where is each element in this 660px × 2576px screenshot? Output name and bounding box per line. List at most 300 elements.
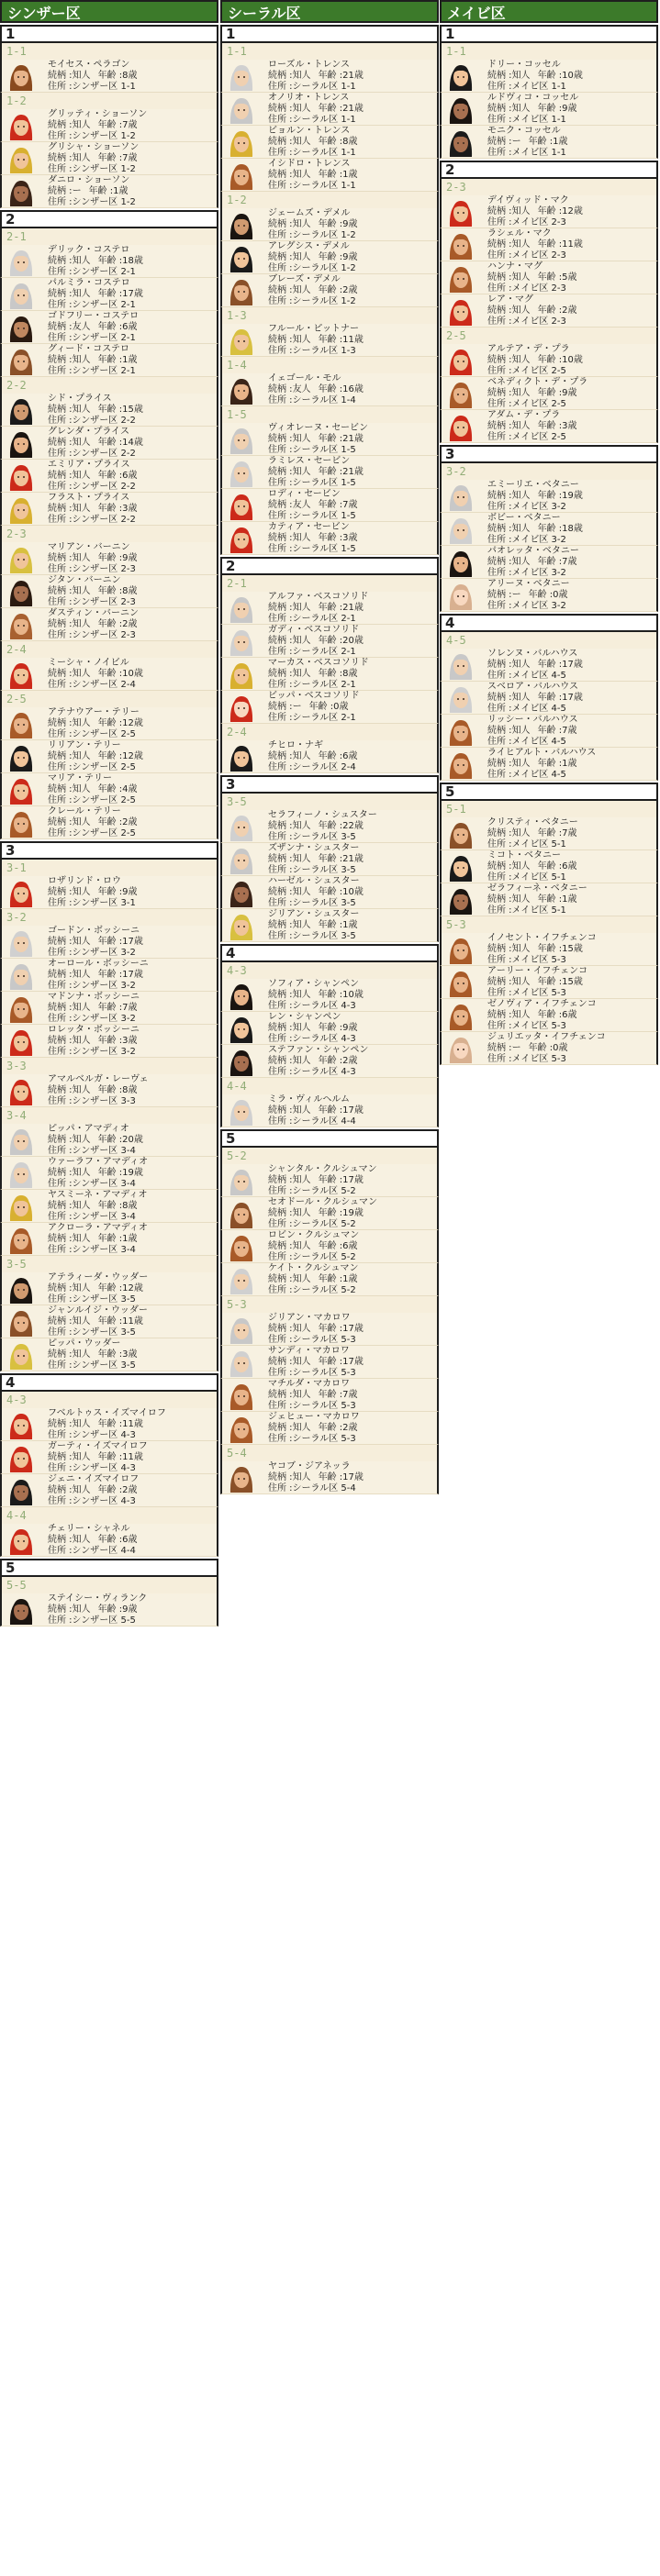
block-code: 4-3: [220, 962, 439, 979]
relation-value: 知人: [292, 252, 311, 262]
resident-name: ソレンヌ・バルハウス: [487, 649, 578, 659]
relation-value: 知人: [511, 977, 531, 987]
resident-relation-age: [487, 660, 583, 671]
resident-card[interactable]: [0, 109, 218, 142]
resident-address: 住所 :シーラル区 5-2: [268, 1186, 356, 1196]
resident-card[interactable]: [440, 228, 658, 261]
relation-value: 知人: [72, 71, 91, 81]
avatar: [7, 1027, 35, 1056]
resident-card[interactable]: [440, 933, 658, 966]
resident-name: ジリアン・マカロワ: [268, 1313, 351, 1323]
relation-value: 知人: [72, 718, 91, 728]
resident-relation-age: [268, 887, 364, 898]
resident-card[interactable]: [0, 1408, 218, 1441]
block-code: 3-3: [0, 1058, 218, 1074]
resident-card[interactable]: [0, 175, 218, 208]
relation-value: 知人: [292, 1056, 311, 1066]
age-value: 年齢 :6歳: [97, 322, 138, 332]
resident-name: ピッパ・アマディオ: [48, 1124, 129, 1134]
resident-card[interactable]: [440, 682, 658, 715]
resident-card[interactable]: [220, 241, 439, 274]
resident-card[interactable]: [220, 1197, 439, 1230]
block-code: 1-2: [0, 93, 218, 109]
resident-card[interactable]: [440, 513, 658, 546]
age-value: 年齢 :21歳: [318, 603, 364, 613]
resident-card[interactable]: [0, 1338, 218, 1371]
resident-card[interactable]: [440, 579, 658, 612]
resident-card[interactable]: [220, 1313, 439, 1346]
resident-card[interactable]: [440, 748, 658, 781]
relation-value: 知人: [292, 285, 311, 295]
resident-relation-age: [48, 289, 143, 300]
resident-name: フルール・ピットナー: [268, 324, 359, 334]
resident-address: 住所 :メイビ区 5-1: [487, 839, 566, 849]
age-value: 年齢 :1歳: [537, 894, 577, 905]
relation-value: 知人: [511, 524, 531, 534]
district-number: 5: [440, 783, 658, 801]
resident-card[interactable]: [220, 1461, 439, 1494]
resident-card[interactable]: [0, 1074, 218, 1107]
block-code: 1-1: [0, 43, 218, 60]
resident-address: 住所 :シーラル区 1-2: [268, 263, 356, 273]
resident-name: ハンナ・マグ: [487, 261, 543, 272]
resident-relation-age: [48, 718, 143, 729]
age-value: 年齢 :17歳: [318, 1472, 364, 1482]
resident-card[interactable]: [220, 1263, 439, 1296]
resident-name: ジェヒュー・マカロワ: [268, 1412, 360, 1422]
age-value: 年齢 :21歳: [318, 854, 364, 864]
block-code: 2-4: [0, 641, 218, 658]
resident-card[interactable]: [0, 311, 218, 344]
age-value: 年齢 :17歳: [537, 660, 583, 670]
resident-address: 住所 :メイビ区 1-1: [487, 115, 566, 125]
avatar: [228, 594, 255, 623]
relation-value: 知人: [72, 153, 91, 163]
relation-value: 知人: [292, 1175, 311, 1185]
resident-address: 住所 :シーラル区 5-3: [268, 1434, 356, 1444]
relation-value: 知人: [511, 557, 531, 567]
avatar: [7, 280, 35, 309]
age-value: 年齢 :3歳: [318, 533, 358, 543]
resident-card[interactable]: [220, 93, 439, 126]
avatar: [447, 94, 475, 124]
relation-value: 知人: [292, 1472, 311, 1482]
resident-card[interactable]: [440, 195, 658, 228]
resident-card[interactable]: [220, 592, 439, 625]
avatar: [228, 161, 255, 190]
relation-label: 続柄 :: [268, 467, 293, 477]
resident-relation-age: [48, 937, 143, 948]
avatar: [7, 395, 35, 425]
resident-card[interactable]: [220, 60, 439, 93]
relation-label: 続柄 :: [268, 1357, 293, 1367]
resident-card[interactable]: [0, 658, 218, 691]
resident-name: ハーゼル・シュスター: [268, 876, 360, 886]
avatar: [447, 412, 475, 441]
avatar: [228, 1232, 255, 1261]
resident-card[interactable]: [0, 876, 218, 909]
resident-card[interactable]: [440, 817, 658, 850]
avatar: [447, 716, 475, 746]
relation-value: 知人: [72, 619, 91, 629]
resident-name: マチルダ・マカロワ: [268, 1379, 351, 1389]
resident-card[interactable]: [0, 959, 218, 992]
avatar: [447, 346, 475, 375]
resident-card[interactable]: [0, 773, 218, 806]
relation-label: 続柄 :: [48, 669, 73, 679]
age-value: 年齢 :7歳: [318, 500, 358, 510]
age-value: 年齢 :9歳: [97, 553, 138, 563]
resident-address: 住所 :シーラル区 1-1: [268, 181, 356, 191]
age-value: 年齢 :10歳: [537, 71, 583, 81]
resident-address: 住所 :シーラル区 4-3: [268, 1067, 356, 1077]
resident-relation-age: [48, 471, 137, 482]
resident-address: 住所 :シンザー区 3-4: [48, 1212, 136, 1222]
resident-card[interactable]: [440, 999, 658, 1032]
resident-card[interactable]: [0, 344, 218, 377]
resident-address: 住所 :シーラル区 5-4: [268, 1483, 356, 1493]
resident-card[interactable]: [220, 740, 439, 773]
relation-label: 続柄 :: [268, 636, 293, 646]
relation-value: 知人: [292, 751, 311, 761]
relation-label: 続柄 :: [487, 71, 512, 81]
avatar: [447, 968, 475, 997]
resident-card[interactable]: [0, 806, 218, 839]
resident-name: ゴドフリー・コステロ: [48, 311, 140, 321]
resident-card[interactable]: [0, 1124, 218, 1157]
avatar: [7, 660, 35, 689]
resident-name: イシドロ・トレンス: [268, 159, 351, 169]
resident-card[interactable]: [0, 245, 218, 278]
relation-value: 知人: [292, 1390, 311, 1400]
resident-card[interactable]: [0, 394, 218, 427]
age-value: 年齢 :7歳: [97, 1003, 138, 1013]
resident-address: 住所 :シンザー区 3-4: [48, 1146, 136, 1156]
relation-label: 続柄 :: [48, 504, 73, 514]
resident-card[interactable]: [440, 715, 658, 748]
resident-card[interactable]: [440, 480, 658, 513]
age-value: 年齢 :19歳: [537, 491, 583, 501]
relation-label: 続柄 :: [268, 1175, 293, 1185]
resident-card[interactable]: [440, 410, 658, 443]
avatar: [447, 650, 475, 680]
relation-value: 知人: [72, 471, 91, 481]
relation-value: 知人: [72, 1135, 91, 1145]
resident-address: 住所 :メイビ区 2-5: [487, 432, 566, 442]
relation-label: 続柄 :: [48, 1349, 73, 1360]
resident-card[interactable]: [440, 344, 658, 377]
avatar: [7, 1340, 35, 1370]
resident-address: 住所 :シーラル区 5-3: [268, 1368, 356, 1378]
age-value: 年齢 :8歳: [97, 71, 138, 81]
age-value: 年齢 :9歳: [97, 887, 138, 897]
resident-name: イェゴール・モル: [268, 373, 341, 383]
district-number: 4: [440, 614, 658, 632]
resident-card[interactable]: [440, 649, 658, 682]
relation-value: 知人: [292, 219, 311, 229]
resident-card[interactable]: [0, 1025, 218, 1058]
avatar: [7, 1307, 35, 1337]
block-code: 2-3: [0, 526, 218, 542]
block-code: 2-5: [440, 328, 658, 344]
avatar: [7, 1192, 35, 1221]
relation-label: 続柄 :: [268, 533, 293, 543]
resident-card[interactable]: [0, 1593, 218, 1627]
age-value: 年齢 :21歳: [318, 434, 364, 444]
resident-card[interactable]: [0, 1223, 218, 1256]
resident-address: 住所 :シンザー区 3-2: [48, 1014, 136, 1024]
relation-value: 知人: [72, 504, 91, 514]
relation-value: 知人: [292, 636, 311, 646]
resident-address: 住所 :シンザー区 1-2: [48, 164, 136, 174]
resident-relation-age: [48, 619, 137, 630]
age-value: 年齢 :9歳: [318, 1023, 358, 1033]
age-value: 年齢 :15歳: [537, 977, 583, 987]
relation-label: 続柄 :: [487, 305, 512, 316]
resident-card[interactable]: [220, 876, 439, 909]
relation-value: 知人: [72, 1003, 91, 1013]
resident-card[interactable]: [220, 522, 439, 555]
relation-label: 続柄 :: [48, 817, 73, 827]
relation-value: ー: [511, 137, 521, 147]
relation-value: 知人: [511, 693, 531, 703]
relation-label: 続柄 :: [48, 256, 73, 266]
avatar: [228, 1463, 255, 1493]
resident-address: 住所 :シンザー区 3-5: [48, 1360, 136, 1371]
relation-label: 続柄 :: [487, 861, 512, 872]
resident-card[interactable]: [220, 159, 439, 192]
resident-card[interactable]: [220, 126, 439, 159]
resident-card[interactable]: [0, 1441, 218, 1474]
resident-relation-age: [487, 355, 583, 366]
resident-name: デリック・コステロ: [48, 245, 130, 255]
relation-label: 続柄 :: [268, 434, 293, 444]
resident-relation-age: [48, 1452, 143, 1463]
avatar: [228, 1381, 255, 1410]
resident-card[interactable]: [0, 493, 218, 526]
avatar: [7, 742, 35, 772]
block-code: 4-5: [440, 632, 658, 649]
avatar: [447, 296, 475, 326]
resident-card[interactable]: [0, 575, 218, 608]
block-code: 5-2: [220, 1148, 439, 1164]
resident-address: 住所 :シーラル区 5-2: [268, 1285, 356, 1295]
resident-name: デイヴィッド・マク: [487, 195, 569, 205]
age-value: 年齢 :21歳: [318, 467, 364, 477]
avatar: [228, 1414, 255, 1443]
resident-card[interactable]: [0, 542, 218, 575]
age-value: 年齢 :17歳: [537, 693, 583, 703]
relation-value: ー: [511, 1043, 521, 1053]
resident-card[interactable]: [220, 1094, 439, 1127]
resident-card[interactable]: [0, 1474, 218, 1507]
avatar: [447, 885, 475, 915]
relation-value: 知人: [511, 759, 531, 769]
age-value: 年齢 :9歳: [97, 1604, 138, 1615]
resident-relation-age: [268, 1175, 364, 1186]
resident-relation-age: [48, 120, 137, 131]
resident-card[interactable]: [220, 909, 439, 942]
resident-card[interactable]: [220, 373, 439, 406]
resident-relation-age: [268, 751, 357, 762]
resident-relation-age: [48, 71, 137, 82]
relation-label: 続柄 :: [268, 1274, 293, 1284]
resident-card[interactable]: [0, 707, 218, 740]
resident-card[interactable]: [0, 926, 218, 959]
relation-label: 続柄 :: [487, 828, 512, 838]
resident-card[interactable]: [440, 294, 658, 328]
resident-address: 住所 :シンザー区 2-2: [48, 416, 136, 426]
avatar: [228, 660, 255, 689]
resident-address: 住所 :シーラル区 1-3: [268, 346, 356, 356]
relation-label: 続柄 :: [268, 104, 293, 114]
resident-address: 住所 :シーラル区 4-3: [268, 1001, 356, 1011]
resident-address: 住所 :シンザー区 2-5: [48, 762, 136, 772]
avatar: [228, 128, 255, 157]
resident-card[interactable]: [220, 658, 439, 691]
avatar: [7, 313, 35, 342]
resident-relation-age: [268, 467, 364, 478]
age-value: 年齢 :17歳: [318, 1105, 364, 1116]
resident-card[interactable]: [220, 274, 439, 307]
resident-card[interactable]: [0, 60, 218, 93]
age-value: 年齢 :3歳: [537, 421, 577, 431]
age-value: 年齢 :5歳: [537, 272, 577, 283]
resident-address: 住所 :メイビ区 2-3: [487, 316, 566, 327]
resident-card[interactable]: [0, 460, 218, 493]
resident-address: 住所 :シンザー区 2-1: [48, 366, 136, 376]
resident-card[interactable]: [0, 142, 218, 175]
resident-card[interactable]: [0, 608, 218, 641]
resident-card[interactable]: [440, 60, 658, 93]
resident-card[interactable]: [0, 740, 218, 773]
relation-label: 続柄 :: [487, 759, 512, 769]
resident-card[interactable]: [0, 1524, 218, 1557]
avatar: [228, 524, 255, 553]
relation-label: 続柄 :: [487, 557, 512, 567]
resident-card[interactable]: [0, 1157, 218, 1190]
avatar: [228, 375, 255, 405]
resident-card[interactable]: [0, 1305, 218, 1338]
avatar: [228, 812, 255, 841]
resident-card[interactable]: [220, 324, 439, 357]
resident-card[interactable]: [220, 691, 439, 724]
resident-card[interactable]: [0, 1272, 218, 1305]
relation-value: 知人: [72, 1485, 91, 1495]
relation-value: 知人: [292, 1324, 311, 1334]
resident-relation-age: [268, 1241, 357, 1252]
relation-value: ー: [511, 590, 521, 600]
resident-address: 住所 :メイビ区 5-1: [487, 905, 566, 916]
resident-address: 住所 :シンザー区 1-1: [48, 82, 136, 92]
resident-relation-age: [48, 1604, 137, 1616]
relation-label: 続柄 :: [268, 170, 293, 180]
resident-relation-age: [48, 322, 137, 333]
resident-address: 住所 :シンザー区 2-3: [48, 630, 136, 640]
resident-card[interactable]: [220, 208, 439, 241]
relation-label: 続柄 :: [487, 660, 512, 670]
resident-card[interactable]: [220, 1412, 439, 1445]
resident-card[interactable]: [220, 625, 439, 658]
resident-address: 住所 :メイビ区 2-5: [487, 366, 566, 376]
age-value: 年齢 :1歳: [537, 759, 577, 769]
relation-value: 知人: [511, 894, 531, 905]
district-number: 2: [0, 210, 218, 228]
resident-name: ヤスミーネ・アマディオ: [48, 1190, 148, 1200]
resident-relation-age: [48, 1135, 143, 1146]
block-code: 5-4: [220, 1445, 439, 1461]
relation-label: 続柄 :: [48, 1604, 73, 1615]
resident-card[interactable]: [220, 1346, 439, 1379]
resident-card[interactable]: [220, 489, 439, 522]
resident-relation-age: [48, 970, 143, 981]
resident-relation-age: [487, 272, 576, 283]
resident-card[interactable]: [440, 546, 658, 579]
resident-card[interactable]: [440, 1032, 658, 1065]
resident-card[interactable]: [0, 1190, 218, 1223]
resident-card[interactable]: [220, 979, 439, 1012]
resident-card[interactable]: [440, 126, 658, 159]
relation-label: 続柄 :: [268, 335, 293, 345]
resident-card[interactable]: [0, 427, 218, 460]
relation-value: 知人: [511, 239, 531, 250]
resident-name: グリッティ・ショーソン: [48, 109, 148, 119]
resident-card[interactable]: [220, 810, 439, 843]
resident-relation-age: [487, 944, 583, 955]
resident-card[interactable]: [220, 456, 439, 489]
resident-card[interactable]: [440, 850, 658, 883]
resident-address: 住所 :シーラル区 4-4: [268, 1116, 356, 1127]
age-value: 年齢 :17歳: [318, 1175, 364, 1185]
resident-card[interactable]: [220, 1045, 439, 1078]
resident-relation-age: [268, 1357, 364, 1368]
avatar: [228, 1096, 255, 1126]
avatar: [7, 1443, 35, 1472]
resident-card[interactable]: [440, 966, 658, 999]
resident-card[interactable]: [220, 1012, 439, 1045]
relation-label: 続柄 :: [487, 239, 512, 250]
resident-card[interactable]: [220, 1379, 439, 1412]
resident-card[interactable]: [0, 278, 218, 311]
resident-name: リッシー・バルハウス: [487, 715, 578, 725]
resident-relation-age: [487, 71, 583, 82]
resident-address: 住所 :シーラル区 1-5: [268, 544, 356, 554]
resident-relation-age: [48, 405, 143, 416]
age-value: 年齢 :10歳: [318, 990, 364, 1000]
relation-label: 続柄 :: [268, 1056, 293, 1066]
resident-card[interactable]: [220, 1230, 439, 1263]
resident-address: 住所 :シーラル区 3-5: [268, 865, 356, 875]
resident-card[interactable]: [0, 992, 218, 1025]
resident-name: ビョルン・トレンス: [268, 126, 351, 136]
resident-name: フベルトゥス・イズマイロフ: [48, 1408, 166, 1418]
relation-label: 続柄 :: [48, 1036, 73, 1046]
relation-label: 続柄 :: [48, 1485, 73, 1495]
relation-label: 続柄 :: [268, 500, 293, 510]
resident-relation-age: [268, 170, 357, 181]
avatar: [447, 581, 475, 610]
resident-name: ジリアン・シュスター: [268, 909, 360, 919]
resident-address: 住所 :シーラル区 5-2: [268, 1219, 356, 1229]
resident-card[interactable]: [220, 423, 439, 456]
resident-card[interactable]: [220, 843, 439, 876]
resident-card[interactable]: [220, 1164, 439, 1197]
relation-value: 知人: [292, 1274, 311, 1284]
resident-card[interactable]: [440, 883, 658, 916]
resident-card[interactable]: [440, 377, 658, 410]
resident-card[interactable]: [440, 93, 658, 126]
resident-card[interactable]: [440, 261, 658, 294]
